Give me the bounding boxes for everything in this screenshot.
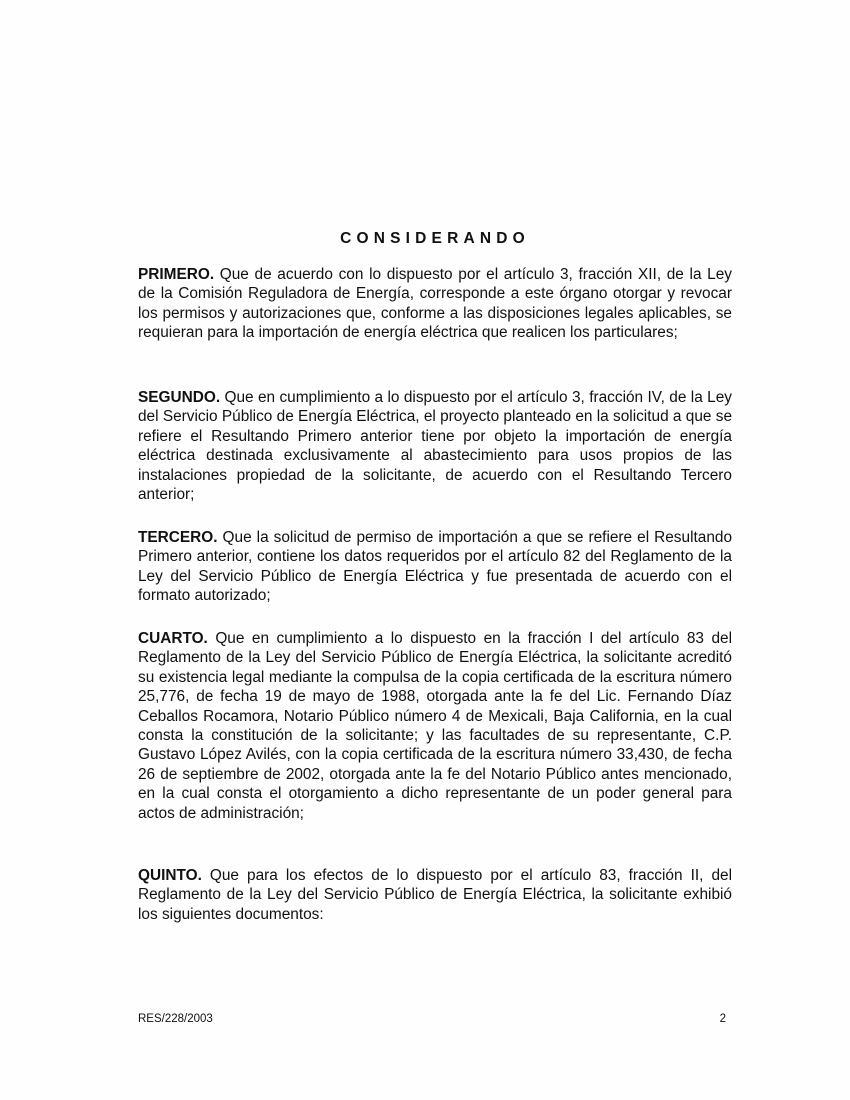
footer-document-code: RES/228/2003 — [138, 1013, 213, 1025]
paragraph-segundo — [138, 388, 732, 504]
paragraph-lead: TERCERO. — [138, 529, 218, 546]
paragraph-lead: SEGUNDO. — [138, 389, 221, 406]
paragraph-cuarto — [138, 629, 732, 823]
paragraph-text: Que en cumplimiento a lo dispuesto en la fracción I del artículo 83 del Reglamento de la Ley del Servicio Público de Energía Eléctrica, la solicitante acreditó su existencia legal mediante la compulsa de la copia certificada de la escritura número 25,776, de fecha 19 de mayo de 1988, otorgada ante la fe del Lic. Fernando Díaz Ceballos Rocamora, Notario Público número 4 de Mexicali, Baja California, en la cual consta la constitución de la solicitante; y las facultades de su representante, C.P. Gustavo López Avilés, con la copia certificada de la escritura número 33,430, de fecha 26 de septiembre de 2002, otorgada ante la fe del Notario Público antes mencionado, en la cual consta el otorgamiento a dicho representante de un poder general para actos de administración; — [138, 630, 732, 822]
section-heading: CONSIDERANDO — [340, 230, 530, 247]
paragraph-text: Que la solicitud de permiso de importación a que se refiere el Resultando Primero anterior, contiene los datos requeridos por el artículo 82 del Reglamento de la Ley del Servicio Público de Energía Eléctrica y fue presentada de acuerdo con el formato autorizado; — [138, 529, 732, 605]
paragraph-lead: QUINTO. — [138, 867, 202, 884]
paragraph-lead: PRIMERO. — [138, 266, 215, 283]
paragraph-quinto — [138, 866, 732, 924]
paragraph-primero — [138, 265, 732, 343]
paragraph-lead: CUARTO. — [138, 630, 208, 647]
paragraph-text: Que en cumplimiento a lo dispuesto por el artículo 3, fracción IV, de la Ley del Servicio Público de Energía Eléctrica, el proyecto planteado en la solicitud a que se refiere el Resultando Primero anterior tiene por objeto la importación de energía eléctrica destinada exclusivamente al abastecimiento para usos propios de las instalaciones propiedad de la solicitante, de acuerdo con el Resultando Tercero anterior; — [138, 389, 732, 504]
footer-page-number: 2 — [719, 1013, 726, 1025]
paragraph-text: Que para los efectos de lo dispuesto por el artículo 83, fracción II, del Reglamento de la Ley del Servicio Público de Energía Eléctrica, la solicitante exhibió los siguientes documentos: — [138, 867, 732, 923]
paragraph-tercero — [138, 528, 732, 606]
paragraph-text: Que de acuerdo con lo dispuesto por el artículo 3, fracción XII, de la Ley de la Comisión Reguladora de Energía, corresponde a este órgano otorgar y revocar los permisos y autorizaciones que, conforme a las disposiciones legales aplicables, se requieran para la importación de energía eléctrica que realicen los particulares; — [138, 266, 732, 342]
